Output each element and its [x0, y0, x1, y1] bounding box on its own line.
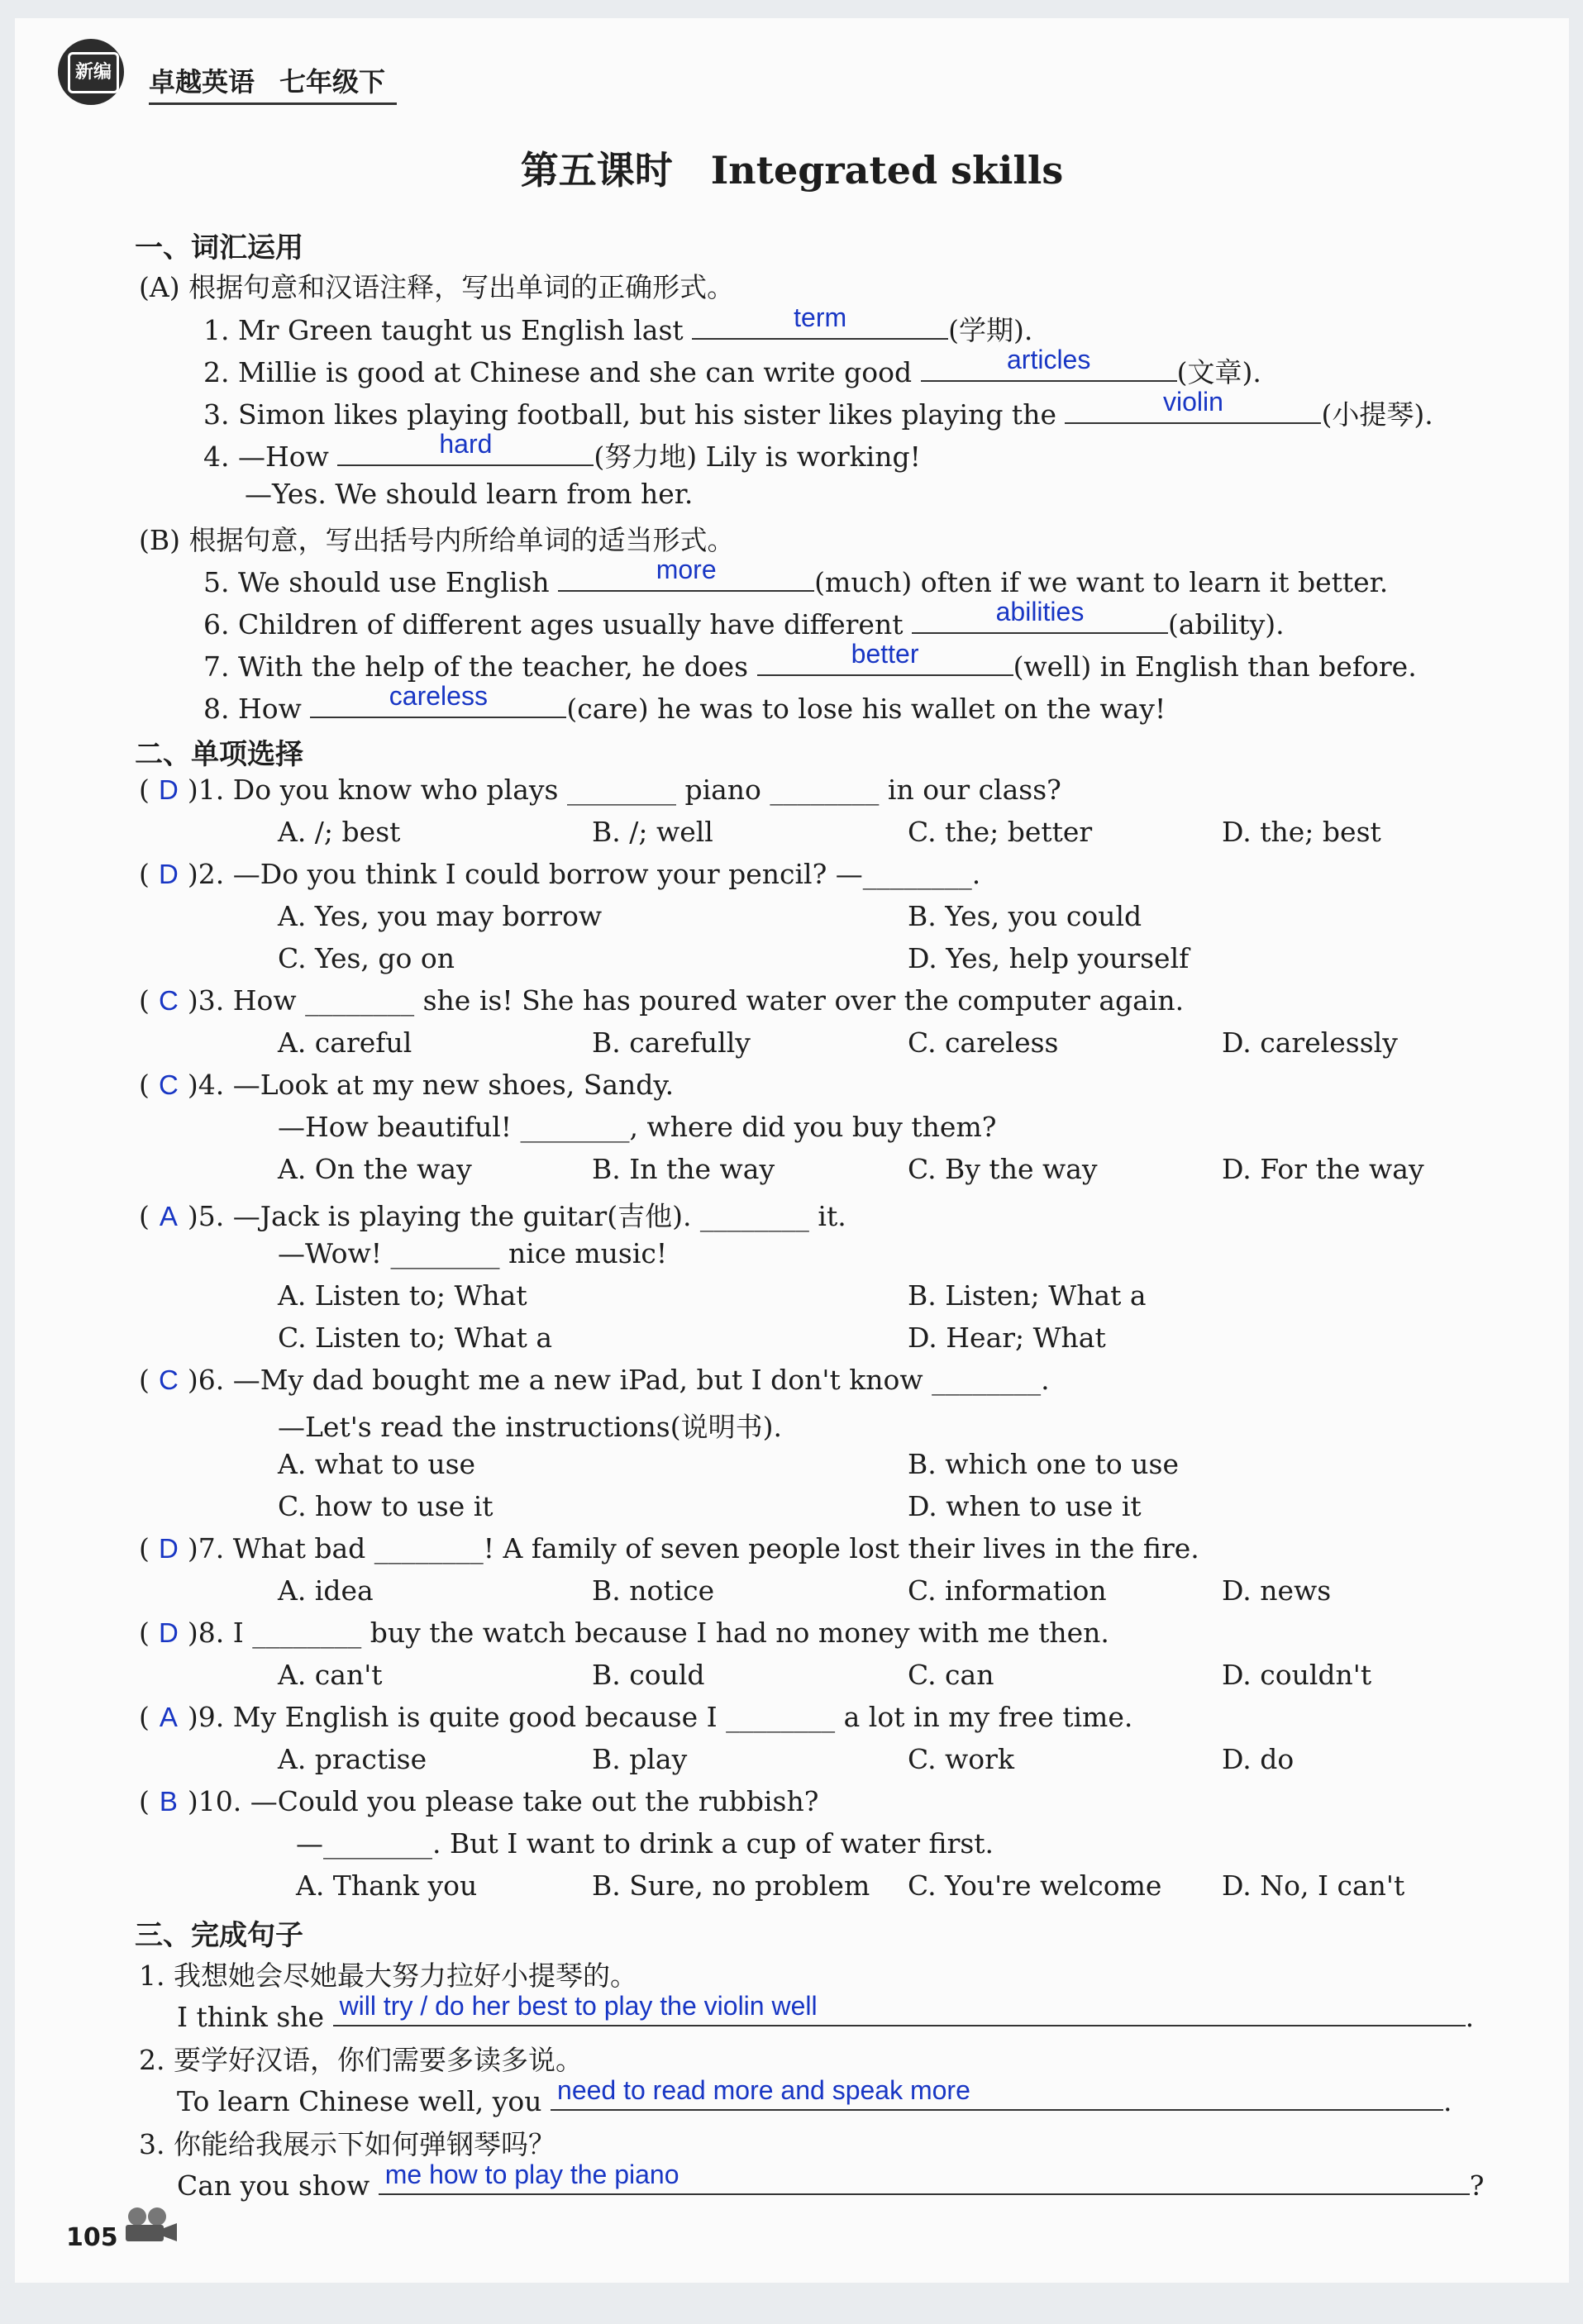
- sentence-3: Can you show me how to play the piano ?: [177, 2160, 1485, 2202]
- option-a[interactable]: A. careful: [278, 1026, 412, 1059]
- option-d[interactable]: D. For the way: [1222, 1153, 1424, 1185]
- option-a[interactable]: A. what to use: [278, 1448, 476, 1480]
- option-d[interactable]: D. when to use it: [908, 1490, 1142, 1522]
- answer-blank[interactable]: [757, 639, 1013, 676]
- lesson-title: 第五课时 Integrated skills: [520, 148, 1064, 193]
- answer-choice[interactable]: B: [159, 1786, 178, 1817]
- answer-blank[interactable]: [558, 555, 814, 592]
- option-c[interactable]: C. By the way: [908, 1153, 1098, 1185]
- vocab-item-4: 4. —How hard (努力地) Lily is working!: [203, 429, 921, 473]
- mc-question-3: ( C )3. How ________ she is! She has poured water over the computer again.: [139, 984, 1185, 1017]
- answer-blank[interactable]: [337, 429, 594, 466]
- grade-label: 七年级下: [279, 66, 386, 98]
- sentence-2-chinese: 2. 要学好汉语，你们需要多读多说。: [139, 2044, 583, 2076]
- mc-question-6-line2: —Let's read the instructions(说明书).: [278, 1411, 782, 1443]
- section1-heading: 一、词汇运用: [135, 231, 303, 264]
- option-c[interactable]: C. information: [908, 1574, 1107, 1607]
- vocab-item-7: 7. With the help of the teacher, he does better (well) in English than before.: [203, 639, 1417, 683]
- option-d[interactable]: D. No, I can't: [1222, 1869, 1405, 1902]
- answer-choice[interactable]: D: [158, 1617, 179, 1648]
- option-b[interactable]: B. which one to use: [908, 1448, 1179, 1480]
- sentence-2: To learn Chinese well, you need to read more and speak more .: [177, 2075, 1452, 2117]
- answer-line[interactable]: [333, 1991, 1466, 2026]
- option-c[interactable]: C. You're welcome: [908, 1869, 1162, 1902]
- mc-question-1: ( D )1. Do you know who plays ________ piano ________ in our class?: [139, 774, 1061, 806]
- option-d[interactable]: D. the; best: [1222, 816, 1381, 848]
- answer-text: more: [656, 555, 717, 584]
- answer-blank[interactable]: [1065, 387, 1321, 424]
- answer-choice[interactable]: D: [158, 859, 179, 889]
- option-a[interactable]: A. Yes, you may borrow: [278, 900, 603, 932]
- option-b[interactable]: B. In the way: [592, 1153, 775, 1185]
- option-c[interactable]: C. Listen to; What a: [278, 1322, 552, 1354]
- mc-question-5-line2: —Wow! ________ nice music!: [278, 1237, 668, 1269]
- answer-text: careless: [389, 681, 488, 711]
- header-underline: [149, 102, 397, 105]
- option-b[interactable]: B. play: [592, 1743, 688, 1775]
- section2-heading: 二、单项选择: [135, 738, 303, 771]
- vocab-item-4-reply: —Yes. We should learn from her.: [245, 478, 694, 510]
- option-a[interactable]: A. Listen to; What: [278, 1279, 527, 1312]
- answer-text: hard: [439, 429, 493, 459]
- answer-choice[interactable]: A: [159, 1201, 178, 1231]
- workbook-page: [15, 18, 1569, 2283]
- badge-label: 新编: [68, 52, 119, 93]
- option-a[interactable]: A. On the way: [278, 1153, 472, 1185]
- option-c[interactable]: C. careless: [908, 1026, 1059, 1059]
- mc-question-5: ( A )5. —Jack is playing the guitar(吉他). ________ it.: [139, 1200, 846, 1232]
- mc-question-4: ( C )4. —Look at my new shoes, Sandy.: [139, 1069, 675, 1101]
- vocab-item-6: 6. Children of different ages usually have different abilities (ability).: [203, 597, 1285, 641]
- mc-question-6: ( C )6. —My dad bought me a new iPad, but I don't know ________.: [139, 1364, 1050, 1396]
- vocab-item-2: 2. Millie is good at Chinese and she can write good articles (文章).: [203, 345, 1261, 388]
- mc-question-9: ( A )9. My English is quite good because I ________ a lot in my free time.: [139, 1701, 1133, 1733]
- vocab-item-1: 1. Mr Green taught us English last term (学期).: [203, 302, 1033, 346]
- option-b[interactable]: B. Sure, no problem: [592, 1869, 870, 1902]
- answer-text: violin: [1163, 387, 1223, 417]
- answer-blank[interactable]: [921, 345, 1177, 382]
- option-b[interactable]: B. Yes, you could: [908, 900, 1142, 932]
- answer-choice[interactable]: C: [158, 1364, 179, 1395]
- page-number: 105: [66, 2223, 118, 2252]
- answer-text: will try / do her best to play the violin well: [339, 1991, 818, 2021]
- option-d[interactable]: D. carelessly: [1222, 1026, 1398, 1059]
- answer-text: abilities: [995, 597, 1085, 626]
- mc-question-7: ( D )7. What bad ________! A family of seven people lost their lives in the fire.: [139, 1532, 1199, 1564]
- book-title: 卓越英语: [149, 66, 255, 98]
- film-camera-icon: [121, 2205, 179, 2243]
- answer-text: term: [794, 302, 847, 332]
- section3-heading: 三、完成句子: [135, 1919, 303, 1952]
- mc-question-10-line2: —________. But I want to drink a cup of water first.: [296, 1827, 994, 1860]
- option-c[interactable]: C. Yes, go on: [278, 942, 455, 974]
- vocab-item-8: 8. How careless (care) he was to lose his wallet on the way!: [203, 681, 1166, 725]
- sentence-3-chinese: 3. 你能给我展示下如何弹钢琴吗？: [139, 2128, 555, 2160]
- option-a[interactable]: A. Thank you: [296, 1869, 478, 1902]
- section1-partB-instruction: (B) 根据句意，写出括号内所给单词的适当形式。: [139, 524, 735, 556]
- mc-question-4-line2: —How beautiful! ________, where did you buy them?: [278, 1111, 997, 1143]
- section1-partA-instruction: (A) 根据句意和汉语注释，写出单词的正确形式。: [139, 271, 735, 303]
- vocab-item-5: 5. We should use English more (much) often if we want to learn it better.: [203, 555, 1389, 598]
- answer-choice[interactable]: D: [158, 1533, 179, 1564]
- option-b[interactable]: B. notice: [592, 1574, 715, 1607]
- mc-question-10: ( B )10. —Could you please take out the rubbish?: [139, 1785, 819, 1817]
- answer-blank[interactable]: [692, 302, 948, 340]
- option-a[interactable]: A. can't: [278, 1659, 383, 1691]
- option-d[interactable]: D. couldn't: [1222, 1659, 1372, 1691]
- option-d[interactable]: D. news: [1222, 1574, 1332, 1607]
- answer-blank[interactable]: [912, 597, 1168, 634]
- option-a[interactable]: A. /; best: [278, 816, 401, 848]
- answer-choice[interactable]: D: [158, 774, 179, 805]
- option-c[interactable]: C. can: [908, 1659, 994, 1691]
- option-c[interactable]: C. work: [908, 1743, 1014, 1775]
- mc-question-2: ( D )2. —Do you think I could borrow your pencil? —________.: [139, 858, 981, 890]
- answer-blank[interactable]: [310, 681, 566, 718]
- option-c[interactable]: C. how to use it: [278, 1490, 493, 1522]
- answer-choice[interactable]: C: [158, 1069, 179, 1100]
- option-a[interactable]: A. practise: [278, 1743, 427, 1775]
- mc-question-8: ( D )8. I ________ buy the watch because I had no money with me then.: [139, 1617, 1109, 1649]
- answer-text: better: [851, 639, 919, 669]
- option-d[interactable]: D. Hear; What: [908, 1322, 1106, 1354]
- option-b[interactable]: B. Listen; What a: [908, 1279, 1147, 1312]
- option-a[interactable]: A. idea: [278, 1574, 374, 1607]
- vocab-item-3: 3. Simon likes playing football, but his sister likes playing the violin (小提琴).: [203, 387, 1433, 431]
- answer-text: articles: [1006, 345, 1091, 374]
- option-d[interactable]: D. do: [1222, 1743, 1295, 1775]
- answer-choice[interactable]: C: [158, 985, 179, 1016]
- sentence-1-chinese: 1. 我想她会尽她最大努力拉好小提琴的。: [139, 1960, 637, 1992]
- answer-text: me how to play the piano: [384, 2160, 679, 2189]
- answer-text: need to read more and speak more: [557, 2075, 970, 2105]
- sentence-1: I think she will try / do her best to play the violin well .: [177, 1991, 1475, 2033]
- option-c[interactable]: C. the; better: [908, 816, 1093, 848]
- option-b[interactable]: B. could: [592, 1659, 705, 1691]
- option-b[interactable]: B. carefully: [592, 1026, 751, 1059]
- answer-choice[interactable]: A: [159, 1702, 178, 1732]
- option-b[interactable]: B. /; well: [592, 816, 713, 848]
- option-d[interactable]: D. Yes, help yourself: [908, 942, 1190, 974]
- answer-line[interactable]: [379, 2160, 1470, 2195]
- series-badge: [58, 39, 124, 105]
